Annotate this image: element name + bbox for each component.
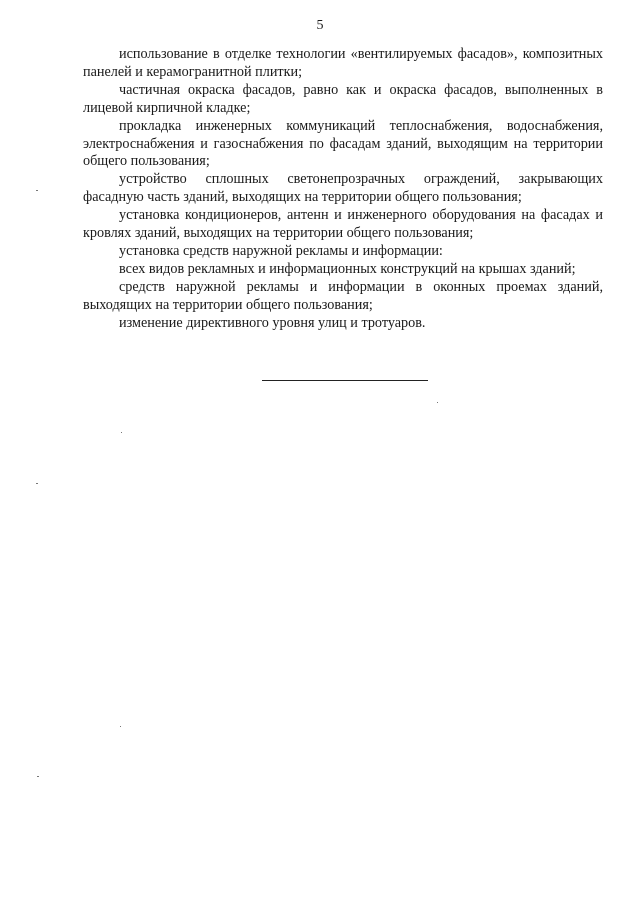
paragraph-rooftop-ads: всех видов рекламных и информационных конструкций на крышах зданий; bbox=[119, 260, 576, 277]
end-separator-line bbox=[262, 380, 428, 381]
paragraph-window-ads: средств наружной рекламы и информации в оконных проемах зданий, выходящих на территории общего пользования; bbox=[83, 278, 603, 313]
scan-speck bbox=[36, 483, 38, 484]
paragraph-ventilated-facades: использование в отделке технологии «вентилируемых фасадов», композитных панелей и керамогранитной плитки; bbox=[83, 46, 603, 80]
scan-speck bbox=[120, 726, 121, 727]
paragraph-facade-painting: частичная окраска фасадов, равно как и окраска фасадов, выполненных в лицевой кирпичной кладке; bbox=[83, 81, 603, 116]
page-number: 5 bbox=[316, 18, 324, 33]
paragraph-outdoor-advertising: установка средств наружной рекламы и информации: bbox=[119, 242, 443, 259]
paragraph-street-level-change: изменение директивного уровня улиц и тротуаров. bbox=[119, 314, 426, 331]
paragraph-air-conditioners: установка кондиционеров, антенн и инженерного оборудования на фасадах и кровлях зданий, выходящих на территории общего пользования; bbox=[83, 207, 603, 242]
paragraph-utilities-on-facades: прокладка инженерных коммуникаций теплоснабжения, водоснабжения, электроснабжения и газоснабжения по фасадам зданий, выходящим на территории общего пользования; bbox=[83, 117, 603, 170]
document-body bbox=[83, 46, 603, 333]
scan-speck bbox=[437, 402, 438, 403]
paragraph-opaque-fences: устройство сплошных светонепрозрачных ограждений, закрывающих фасадную часть зданий, выходящих на территории общего пользования; bbox=[83, 171, 603, 206]
scan-speck bbox=[36, 190, 38, 191]
scan-speck bbox=[37, 776, 39, 777]
scan-speck bbox=[121, 432, 122, 433]
